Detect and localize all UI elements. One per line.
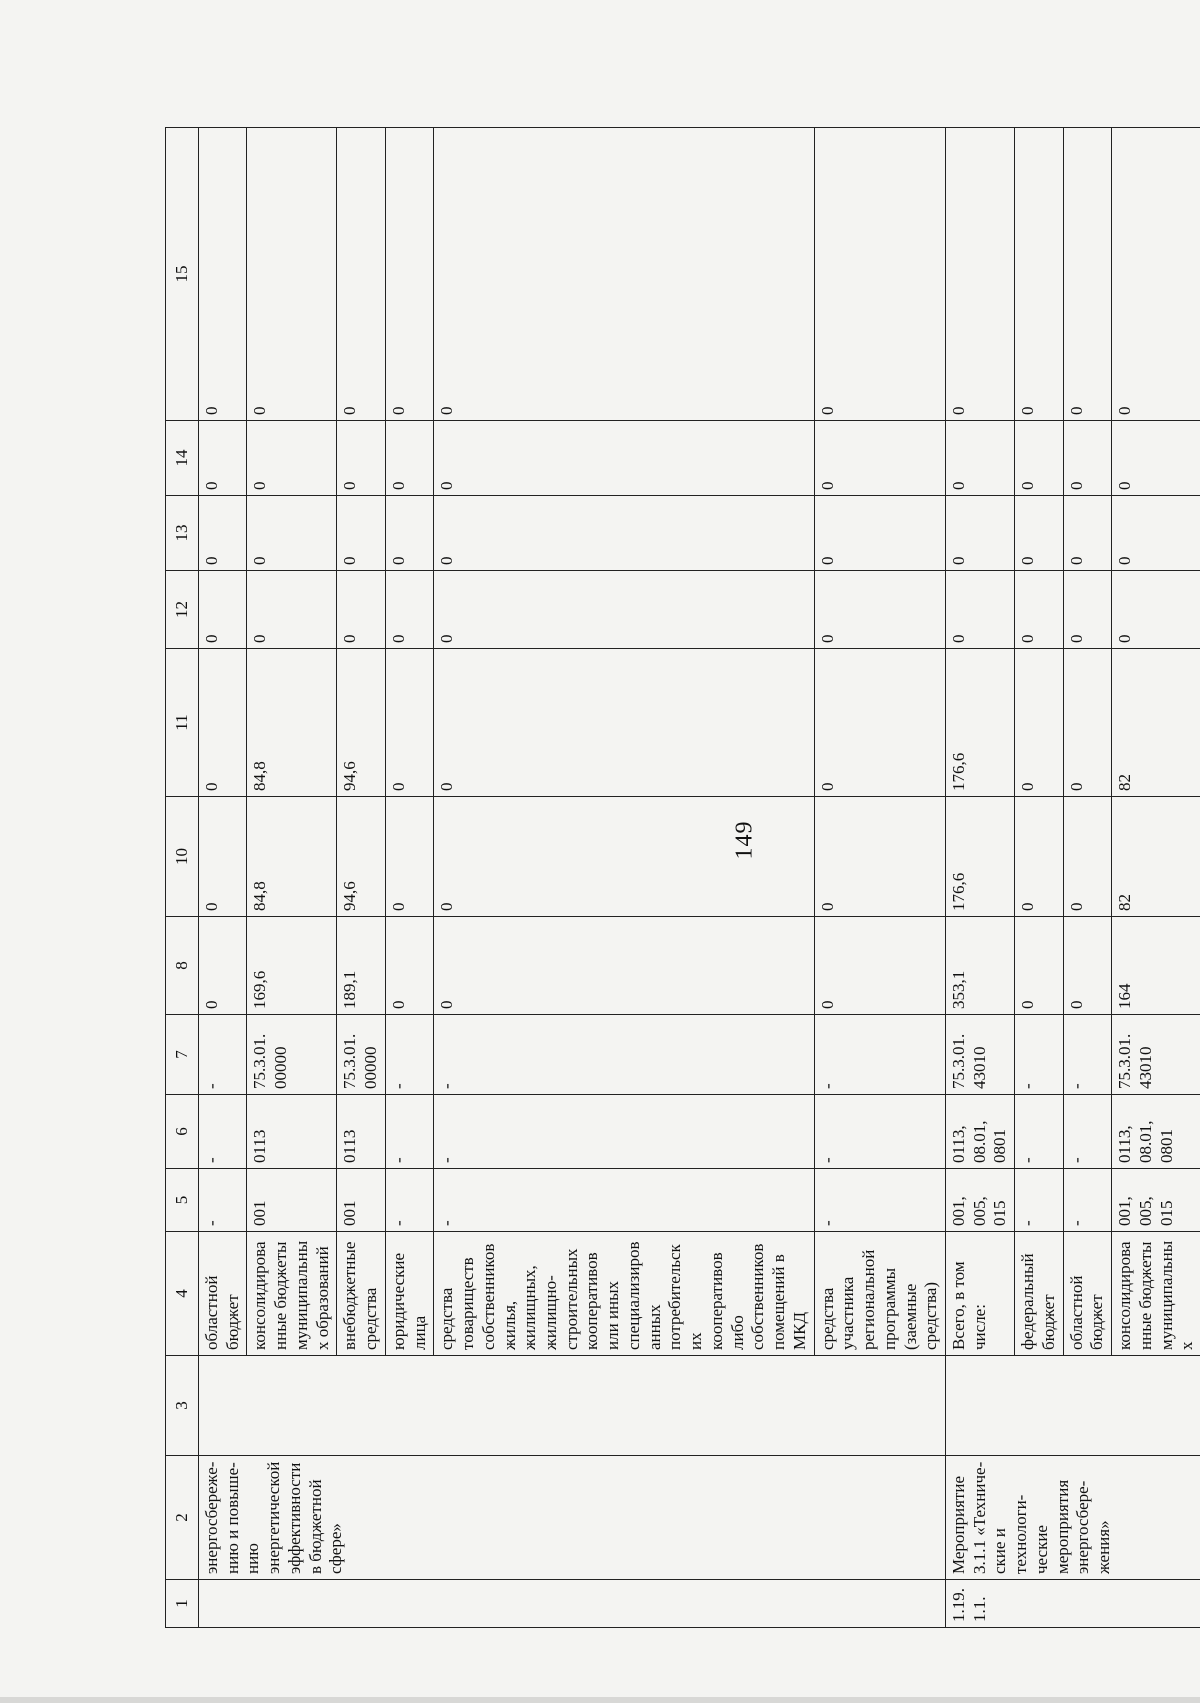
table-row — [199, 128, 247, 1628]
value-c8: 0 — [1015, 917, 1063, 1015]
header-col-6: 6 — [166, 1095, 199, 1169]
budget-table — [165, 127, 1200, 1628]
funding-source: областной бюджет — [1063, 1232, 1111, 1356]
value-c11: 0 — [814, 649, 945, 797]
code-c7: - — [434, 1015, 814, 1095]
value-c13: 0 — [1015, 496, 1063, 571]
value-c12: 0 — [199, 571, 247, 649]
value-c14: 0 — [337, 421, 385, 496]
event-name-cell: Мероприятие 3.1.1 «Технические и технологические мероприятия энергосбережения» — [945, 1456, 1200, 1580]
value-c15: 0 — [385, 128, 433, 421]
funding-source: средства товариществ собственников жилья, жилищных, жилищно-строительных кооперативов или иных специализированных потребительских кооперативов либо собственников помещений в МКД — [434, 1232, 814, 1356]
code-c7: - — [1063, 1015, 1111, 1095]
value-c8: 353,1 — [945, 917, 1014, 1015]
value-c10: 0 — [1015, 797, 1063, 917]
code-c6: - — [1015, 1095, 1063, 1169]
code-c6: - — [385, 1095, 433, 1169]
value-c10: 0 — [434, 797, 814, 917]
row-number-cell: 1.19.1.1. — [945, 1580, 1200, 1628]
value-c8: 0 — [385, 917, 433, 1015]
value-c8: 189,1 — [337, 917, 385, 1015]
code-c5: 001, 005, 015 — [945, 1169, 1014, 1232]
funding-source: Всего, в том числе: — [945, 1232, 1014, 1356]
header-col-4: 4 — [166, 1232, 199, 1356]
value-c11: 0 — [1063, 649, 1111, 797]
header-col-2: 2 — [166, 1456, 199, 1580]
event-name-cell: энергосбережению и повышению энергетической эффективности в бюджетной сфере» — [199, 1456, 946, 1580]
value-c14: 0 — [1112, 421, 1200, 496]
header-col-11: 11 — [166, 649, 199, 797]
header-row — [166, 128, 199, 1628]
code-c5: - — [1015, 1169, 1063, 1232]
value-c12: 0 — [1015, 571, 1063, 649]
value-c15: 0 — [1063, 128, 1111, 421]
value-c12: 0 — [1063, 571, 1111, 649]
funding-source: консолидированные бюджеты муниципальных — [1112, 1232, 1200, 1356]
value-c8: 164 — [1112, 917, 1200, 1015]
header-col-7: 7 — [166, 1015, 199, 1095]
col3-cell — [945, 1356, 1200, 1456]
table-row — [945, 128, 1014, 1628]
col3-cell — [199, 1356, 946, 1456]
value-c10: 84,8 — [247, 797, 337, 917]
header-col-10: 10 — [166, 797, 199, 917]
value-c10: 94,6 — [337, 797, 385, 917]
value-c10: 0 — [1063, 797, 1111, 917]
code-c7: - — [199, 1015, 247, 1095]
value-c8: 0 — [814, 917, 945, 1015]
value-c13: 0 — [945, 496, 1014, 571]
value-c13: 0 — [1063, 496, 1111, 571]
value-c12: 0 — [385, 571, 433, 649]
code-c7: 75.3.01. 43010 — [1112, 1015, 1200, 1095]
value-c15: 0 — [945, 128, 1014, 421]
page-number: 149 — [731, 820, 758, 860]
value-c15: 0 — [814, 128, 945, 421]
header-col-8: 8 — [166, 917, 199, 1015]
value-c10: 0 — [199, 797, 247, 917]
code-c7: 75.3.01. 00000 — [247, 1015, 337, 1095]
code-c5: - — [434, 1169, 814, 1232]
code-c7: - — [1015, 1015, 1063, 1095]
value-c11: 0 — [385, 649, 433, 797]
code-c7: 75.3.01. 00000 — [337, 1015, 385, 1095]
value-c14: 0 — [385, 421, 433, 496]
value-c13: 0 — [814, 496, 945, 571]
value-c8: 169,6 — [247, 917, 337, 1015]
value-c14: 0 — [814, 421, 945, 496]
row-number-cell — [199, 1580, 946, 1628]
code-c6: 0113 — [247, 1095, 337, 1169]
value-c15: 0 — [1112, 128, 1200, 421]
value-c11: 82 — [1112, 649, 1200, 797]
header-col-14: 14 — [166, 421, 199, 496]
code-c6: 0113, 08.01, 0801 — [1112, 1095, 1200, 1169]
code-c5: 001, 005, 015 — [1112, 1169, 1200, 1232]
value-c10: 82 — [1112, 797, 1200, 917]
value-c10: 0 — [814, 797, 945, 917]
funding-source: федеральный бюджет — [1015, 1232, 1063, 1356]
value-c8: 0 — [199, 917, 247, 1015]
funding-source: юридические лица — [385, 1232, 433, 1356]
header-col-1: 1 — [166, 1580, 199, 1628]
value-c11: 0 — [434, 649, 814, 797]
funding-source: областной бюджет — [199, 1232, 247, 1356]
funding-source: внебюджетные средства — [337, 1232, 385, 1356]
rotated-table-container — [165, 128, 1197, 1628]
value-c12: 0 — [945, 571, 1014, 649]
value-c13: 0 — [337, 496, 385, 571]
value-c11: 0 — [1015, 649, 1063, 797]
value-c8: 0 — [434, 917, 814, 1015]
value-c11: 94,6 — [337, 649, 385, 797]
code-c6: - — [434, 1095, 814, 1169]
code-c7: - — [814, 1015, 945, 1095]
value-c10: 176,6 — [945, 797, 1014, 917]
value-c14: 0 — [1015, 421, 1063, 496]
header-col-13: 13 — [166, 496, 199, 571]
value-c11: 0 — [199, 649, 247, 797]
code-c6: 0113, 08.01, 0801 — [945, 1095, 1014, 1169]
value-c15: 0 — [199, 128, 247, 421]
value-c11: 84,8 — [247, 649, 337, 797]
code-c5: - — [385, 1169, 433, 1232]
code-c6: 0113 — [337, 1095, 385, 1169]
value-c13: 0 — [199, 496, 247, 571]
code-c7: 75.3.01. 43010 — [945, 1015, 1014, 1095]
value-c15: 0 — [337, 128, 385, 421]
code-c5: - — [199, 1169, 247, 1232]
code-c6: - — [1063, 1095, 1111, 1169]
value-c8: 0 — [1063, 917, 1111, 1015]
value-c12: 0 — [1112, 571, 1200, 649]
scan-edge — [0, 1697, 1200, 1703]
code-c6: - — [199, 1095, 247, 1169]
value-c13: 0 — [434, 496, 814, 571]
value-c15: 0 — [1015, 128, 1063, 421]
code-c5: - — [1063, 1169, 1111, 1232]
header-col-3: 3 — [166, 1356, 199, 1456]
value-c11: 176,6 — [945, 649, 1014, 797]
value-c14: 0 — [247, 421, 337, 496]
value-c14: 0 — [1063, 421, 1111, 496]
value-c13: 0 — [1112, 496, 1200, 571]
value-c12: 0 — [247, 571, 337, 649]
value-c12: 0 — [434, 571, 814, 649]
value-c13: 0 — [247, 496, 337, 571]
value-c15: 0 — [247, 128, 337, 421]
code-c7: - — [385, 1015, 433, 1095]
funding-source: консолидированные бюджеты муниципальных образований — [247, 1232, 337, 1356]
value-c14: 0 — [945, 421, 1014, 496]
value-c13: 0 — [385, 496, 433, 571]
value-c12: 0 — [814, 571, 945, 649]
header-col-5: 5 — [166, 1169, 199, 1232]
funding-source: средства участника региональной программы (заемные средства) — [814, 1232, 945, 1356]
value-c14: 0 — [434, 421, 814, 496]
value-c15: 0 — [434, 128, 814, 421]
code-c5: 001 — [337, 1169, 385, 1232]
code-c6: - — [814, 1095, 945, 1169]
value-c12: 0 — [337, 571, 385, 649]
code-c5: 001 — [247, 1169, 337, 1232]
code-c5: - — [814, 1169, 945, 1232]
header-col-12: 12 — [166, 571, 199, 649]
header-col-15: 15 — [166, 128, 199, 421]
value-c14: 0 — [199, 421, 247, 496]
value-c10: 0 — [385, 797, 433, 917]
